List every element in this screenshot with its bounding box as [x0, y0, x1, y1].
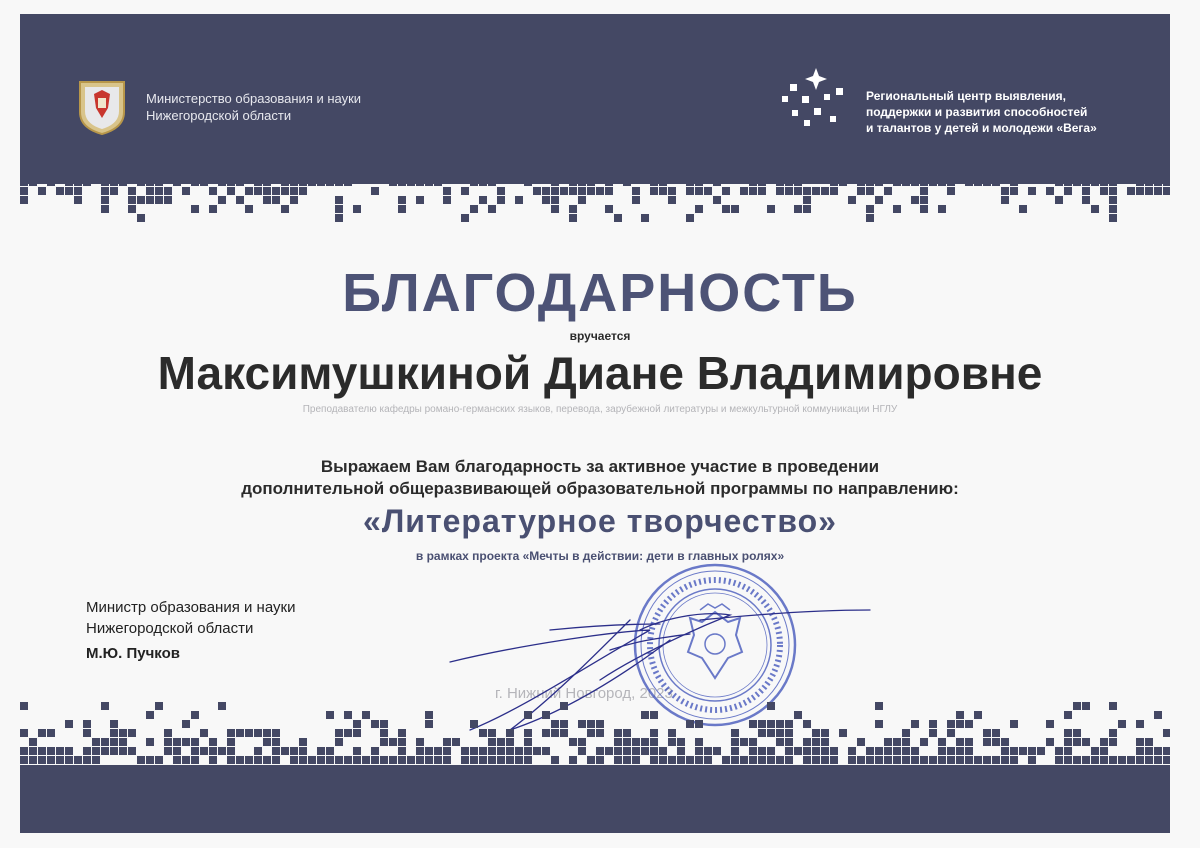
footer-band [20, 765, 1170, 833]
header-pixel-pattern [20, 160, 1170, 230]
recipient-name: Максимушкиной Диане Владимировне [157, 347, 1043, 399]
ministry-name [146, 90, 446, 124]
ministry-line-1: Министерство образования и науки [146, 91, 362, 106]
certificate-title: БЛАГОДАРНОСТЬ [342, 263, 858, 323]
vega-logo-icon [780, 66, 850, 130]
coat-of-arms-icon [76, 78, 128, 136]
ministry-line-2: Нижегородской области [146, 108, 292, 123]
center-name [866, 88, 1166, 136]
recipient-position: Преподавателю кафедры романо-германских языков, перевода, зарубежной литературы и межкультурной коммуникации НГЛУ [302, 404, 898, 415]
center-line-3: и талантов у детей и молодежи «Вега» [866, 121, 1097, 135]
program-name: «Литературное творчество» [363, 503, 837, 539]
signer-title-line-2: Нижегородской области [86, 620, 254, 637]
gratitude-line-2: дополнительной общеразвивающей образовательной программы по направлению: [241, 479, 959, 498]
signer-block [86, 597, 386, 664]
project-name: в рамках проекта «Мечты в действии: дети в главных ролях» [415, 549, 785, 563]
center-line-1: Региональный центр выявления, [866, 89, 1066, 103]
signer-title-line-1: Министр образования и науки [86, 599, 296, 616]
signer-name: М.Ю. Пучков [86, 645, 180, 662]
center-line-2: поддержки и развития способностей [866, 105, 1088, 119]
gratitude-line-1: Выражаем Вам благодарность за активное участие в проведении [320, 457, 880, 476]
city-year: г. Нижний Новгород, 2023 [495, 685, 673, 702]
footer-pixel-pattern [20, 693, 1170, 773]
awarded-label: вручается [569, 329, 631, 343]
gratitude-text [0, 456, 1200, 500]
